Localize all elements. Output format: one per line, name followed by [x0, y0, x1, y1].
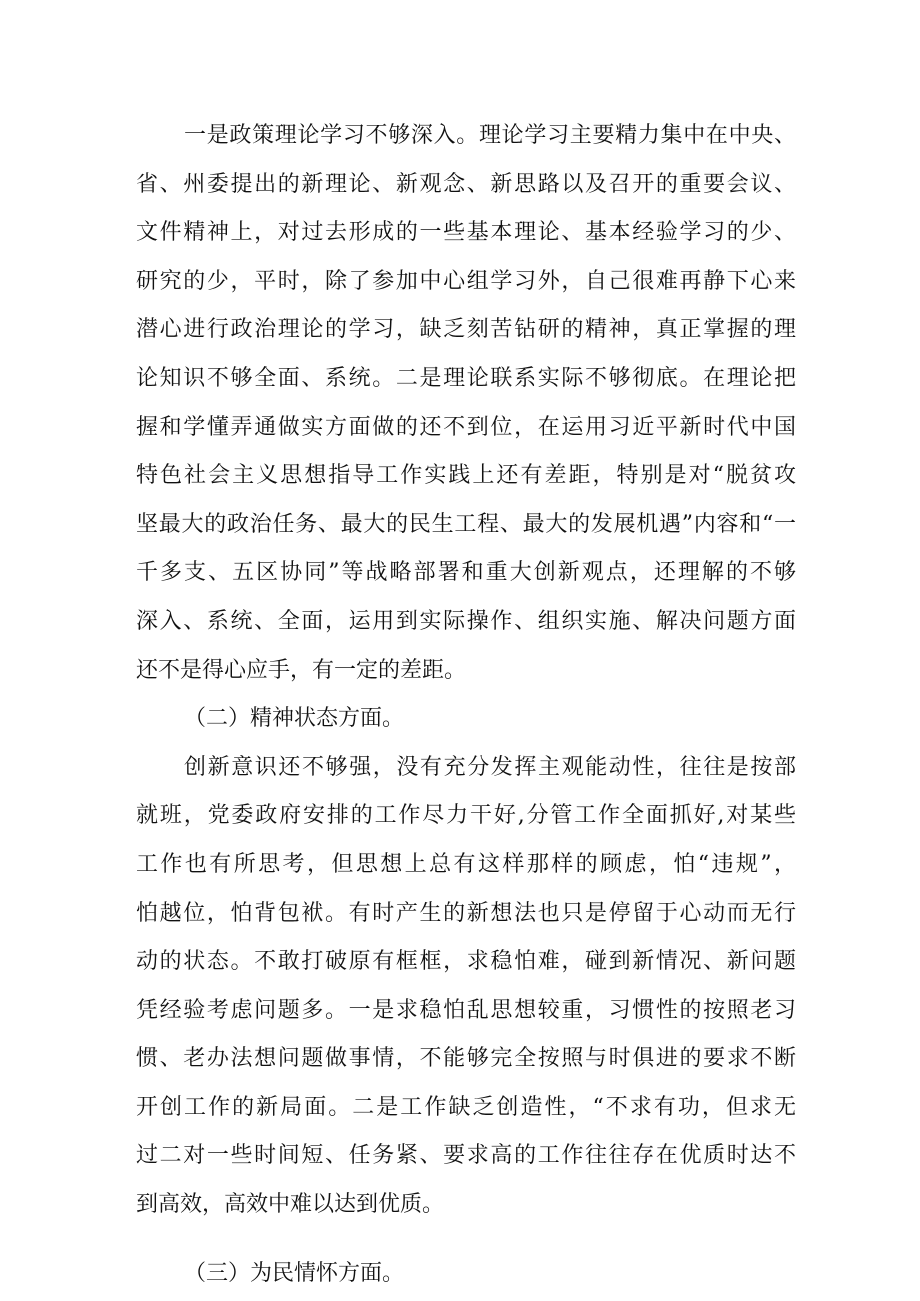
paragraph-line: 千多支、五区协同”等战略部署和重大创新观点，还理解的不够: [136, 560, 796, 586]
section-heading-people: （三）为民情怀方面。: [184, 1260, 405, 1286]
section-heading-spirit: （二）精神状态方面。: [184, 706, 405, 732]
paragraph-line: 文件精神上，对过去形成的一些基本理论、基本经验学习的少、: [136, 220, 796, 246]
paragraph-line: 就班，党委政府安排的工作尽力干好,分管工作全面抓好,对某些: [136, 803, 796, 829]
paragraph-line: 研究的少，平时，除了参加中心组学习外，自己很难再静下心来: [136, 268, 796, 294]
paragraph-line: 握和学懂弄通做实方面做的还不到位，在运用习近平新时代中国: [136, 414, 796, 440]
paragraph-line: 过二对一些时间短、任务紧、要求高的工作往往存在优质时达不: [136, 1143, 796, 1169]
paragraph-line: 坚最大的政治任务、最大的民生工程、最大的发展机遇”内容和“一: [136, 511, 796, 537]
paragraph-line: 凭经验考虑问题多。一是求稳怕乱思想较重，习惯性的按照老习: [136, 997, 796, 1023]
paragraph-line: 动的状态。不敢打破原有框框，求稳怕难，碰到新情况、新问题: [136, 949, 796, 975]
paragraph-line: 还不是得心应手，有一定的差距。: [136, 657, 467, 683]
document-page: [136, 112, 796, 1298]
paragraph-line: 创新意识还不够强，没有充分发挥主观能动性，往往是按部: [184, 754, 796, 780]
paragraph-line: 一是政策理论学习不够深入。理论学习主要精力集中在中央、: [184, 123, 796, 148]
paragraph-line: 省、州委提出的新理论、新观念、新思路以及召开的重要会议、: [136, 171, 796, 197]
paragraph-line: 深入、系统、全面，运用到实际操作、组织实施、解决问题方面: [136, 608, 796, 634]
paragraph-line: 论知识不够全面、系统。二是理论联系实际不够彻底。在理论把: [136, 365, 796, 391]
paragraph-line: 工作也有所思考，但思想上总有这样那样的顾虑，怕“违规”，: [136, 851, 796, 877]
paragraph-line: 特色社会主义思想指导工作实践上还有差距，特别是对“脱贫攻: [136, 463, 796, 489]
paragraph-line: 开创工作的新局面。二是工作缺乏创造性，“不求有功，但求无: [136, 1094, 796, 1120]
paragraph-spirit-state: [136, 744, 796, 1230]
paragraph-line: 潜心进行政治理论的学习，缺乏刻苦钻研的精神，真正掌握的理: [136, 317, 796, 343]
paragraph-policy-theory: [136, 112, 796, 695]
paragraph-line: 到高效，高效中难以达到优质。: [136, 1192, 445, 1218]
section-spacer: [136, 1230, 796, 1250]
paragraph-line: 怕越位，怕背包袱。有时产生的新想法也只是停留于心动而无行: [136, 900, 796, 926]
paragraph-line: 惯、老办法想问题做事情，不能够完全按照与时俱进的要求不断: [136, 1046, 796, 1072]
